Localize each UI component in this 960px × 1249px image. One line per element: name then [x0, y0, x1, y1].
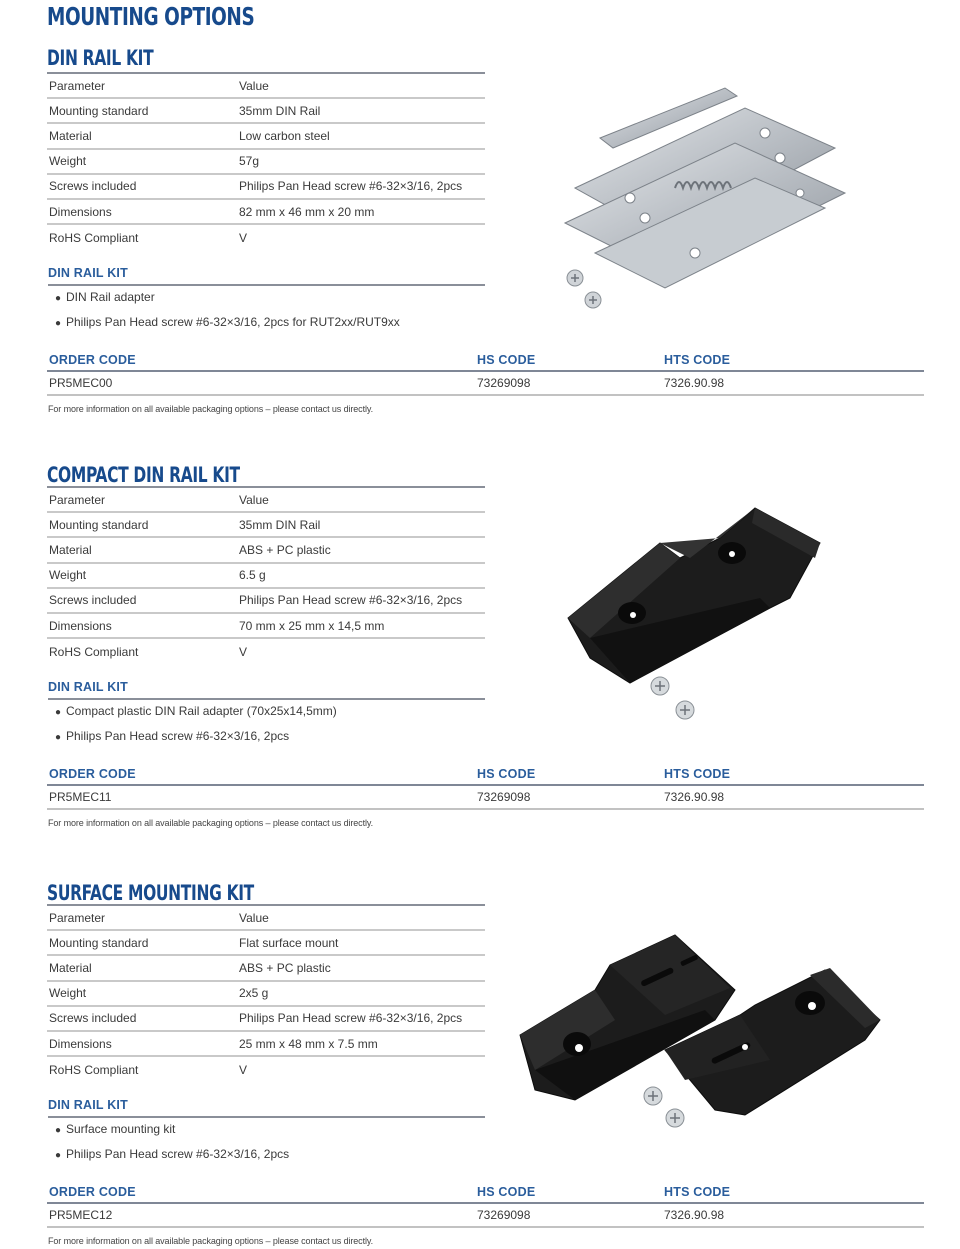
hts-code: 7326.90.98: [664, 790, 725, 804]
hs-code-header: HS CODE: [477, 353, 536, 367]
spec-param: Material: [49, 128, 92, 143]
bullet-icon: ●: [55, 1125, 62, 1136]
packaging-note: For more information on all available packaging options – please contact us directly.: [48, 404, 374, 414]
spec-row: [47, 564, 485, 589]
spec-header-param: Parameter: [49, 492, 106, 507]
spec-param: Dimensions: [49, 1036, 112, 1051]
spec-header-row: [47, 488, 485, 513]
list-item: ● Philips Pan Head screw #6-32×3/16, 2pcs: [55, 1142, 289, 1167]
bullet-icon: ●: [55, 318, 62, 329]
spec-value: Philips Pan Head screw #6-32×3/16, 2pcs: [239, 179, 463, 194]
spec-table: [47, 486, 485, 664]
hs-code: 73269098: [477, 1208, 531, 1222]
spec-value: ABS + PC plastic: [239, 542, 331, 557]
spec-param: Screws included: [49, 593, 137, 608]
spec-header-value: Value: [239, 910, 269, 925]
spec-header-value: Value: [239, 492, 269, 507]
spec-table: [47, 904, 485, 1082]
spec-row: [47, 639, 485, 664]
order-info-table: [47, 766, 924, 810]
kit-contents-list: [55, 285, 400, 335]
hts-code-header: HTS CODE: [664, 353, 731, 367]
order-info-table: [47, 1184, 924, 1228]
spec-param: Dimensions: [49, 204, 112, 219]
order-row: [47, 1204, 924, 1228]
list-item: ● Surface mounting kit: [55, 1117, 289, 1142]
hts-code-header: HTS CODE: [664, 1185, 731, 1199]
kit-contents-list: [55, 699, 337, 749]
surface-mounting-brackets-image: [515, 920, 885, 1135]
spec-header-value: Value: [239, 78, 269, 93]
spec-value: 82 mm x 46 mm x 20 mm: [239, 204, 375, 219]
spec-row: [47, 124, 485, 149]
order-row: [47, 786, 924, 810]
spec-value: V: [239, 1062, 248, 1077]
spec-row: [47, 982, 485, 1007]
section-title: COMPACT DIN RAIL KIT: [47, 463, 240, 487]
spec-param: Weight: [49, 986, 87, 1001]
bullet-icon: ●: [55, 1150, 62, 1161]
spec-header-param: Parameter: [49, 78, 106, 93]
spec-value: ABS + PC plastic: [239, 960, 331, 975]
spec-row: [47, 200, 485, 225]
hs-code-header: HS CODE: [477, 767, 536, 781]
spec-value: 35mm DIN Rail: [239, 103, 321, 118]
spec-value: Philips Pan Head screw #6-32×3/16, 2pcs: [239, 1011, 463, 1026]
spec-row: [47, 589, 485, 614]
bullet-icon: ●: [55, 707, 62, 718]
spec-param: RoHS Compliant: [49, 644, 139, 659]
bullet-icon: ●: [55, 732, 62, 743]
spec-param: Weight: [49, 568, 87, 583]
order-code: PR5MEC00: [49, 376, 113, 390]
bullet-icon: ●: [55, 293, 62, 304]
spec-row: [47, 150, 485, 175]
order-row: [47, 372, 924, 396]
spec-param: Material: [49, 542, 92, 557]
hs-code-header: HS CODE: [477, 1185, 536, 1199]
spec-param: Weight: [49, 154, 87, 169]
spec-row: [47, 513, 485, 538]
spec-value: Flat surface mount: [239, 935, 339, 950]
order-code: PR5MEC12: [49, 1208, 113, 1222]
list-item: ● Philips Pan Head screw #6-32×3/16, 2pcs for RUT2xx/RUT9xx: [55, 310, 400, 335]
spec-row: [47, 931, 485, 956]
spec-param: RoHS Compliant: [49, 1062, 139, 1077]
kit-contents-heading: DIN RAIL KIT: [48, 266, 485, 286]
order-code-header: ORDER CODE: [49, 353, 136, 367]
hs-code: 73269098: [477, 376, 531, 390]
list-item: ● Compact plastic DIN Rail adapter (70x25x14,5mm): [55, 699, 337, 724]
page-title: MOUNTING OPTIONS: [47, 2, 255, 31]
spec-value: V: [239, 230, 248, 245]
spec-value: 70 mm x 25 mm x 14,5 mm: [239, 618, 385, 633]
kit-contents-list: [55, 1117, 289, 1167]
list-item: ● Philips Pan Head screw #6-32×3/16, 2pcs: [55, 724, 337, 749]
spec-value: 57g: [239, 154, 260, 169]
spec-value: Low carbon steel: [239, 128, 330, 143]
section-title: SURFACE MOUNTING KIT: [47, 881, 254, 905]
order-code-header: ORDER CODE: [49, 1185, 136, 1199]
order-header-row: [47, 1184, 924, 1204]
spec-header-row: [47, 906, 485, 931]
spec-param: Dimensions: [49, 618, 112, 633]
spec-row: [47, 1032, 485, 1057]
list-item: ● DIN Rail adapter: [55, 285, 400, 310]
hts-code: 7326.90.98: [664, 376, 725, 390]
order-header-row: [47, 352, 924, 372]
compact-din-rail-adapter-image: [560, 488, 830, 738]
spec-param: Screws included: [49, 1011, 137, 1026]
spec-param: Mounting standard: [49, 517, 149, 532]
spec-row: [47, 614, 485, 639]
spec-row: [47, 1007, 485, 1032]
spec-value: Philips Pan Head screw #6-32×3/16, 2pcs: [239, 593, 463, 608]
spec-param: Mounting standard: [49, 935, 149, 950]
spec-value: 35mm DIN Rail: [239, 517, 321, 532]
hs-code: 73269098: [477, 790, 531, 804]
order-code: PR5MEC11: [49, 790, 112, 804]
order-info-table: [47, 352, 924, 396]
packaging-note: For more information on all available packaging options – please contact us directly.: [48, 818, 374, 828]
spec-row: [47, 99, 485, 124]
spec-value: 2x5 g: [239, 986, 269, 1001]
spec-value: 25 mm x 48 mm x 7.5 mm: [239, 1036, 378, 1051]
section-title: DIN RAIL KIT: [47, 46, 154, 70]
spec-param: Screws included: [49, 179, 137, 194]
order-header-row: [47, 766, 924, 786]
spec-row: [47, 225, 485, 250]
spec-value: V: [239, 644, 248, 659]
spec-row: [47, 956, 485, 981]
spec-row: [47, 175, 485, 200]
spec-header-param: Parameter: [49, 910, 106, 925]
spec-table: [47, 72, 485, 250]
kit-contents-heading: DIN RAIL KIT: [48, 1098, 485, 1118]
spec-row: [47, 538, 485, 563]
hts-code-header: HTS CODE: [664, 767, 731, 781]
spec-row: [47, 1057, 485, 1082]
spec-value: 6.5 g: [239, 568, 266, 583]
spec-param: Mounting standard: [49, 103, 149, 118]
hts-code: 7326.90.98: [664, 1208, 725, 1222]
metal-din-rail-bracket-image: [555, 78, 855, 318]
order-code-header: ORDER CODE: [49, 767, 136, 781]
kit-contents-heading: DIN RAIL KIT: [48, 680, 485, 700]
spec-param: RoHS Compliant: [49, 230, 139, 245]
packaging-note: For more information on all available packaging options – please contact us directly.: [48, 1236, 374, 1246]
spec-header-row: [47, 74, 485, 99]
spec-param: Material: [49, 960, 92, 975]
